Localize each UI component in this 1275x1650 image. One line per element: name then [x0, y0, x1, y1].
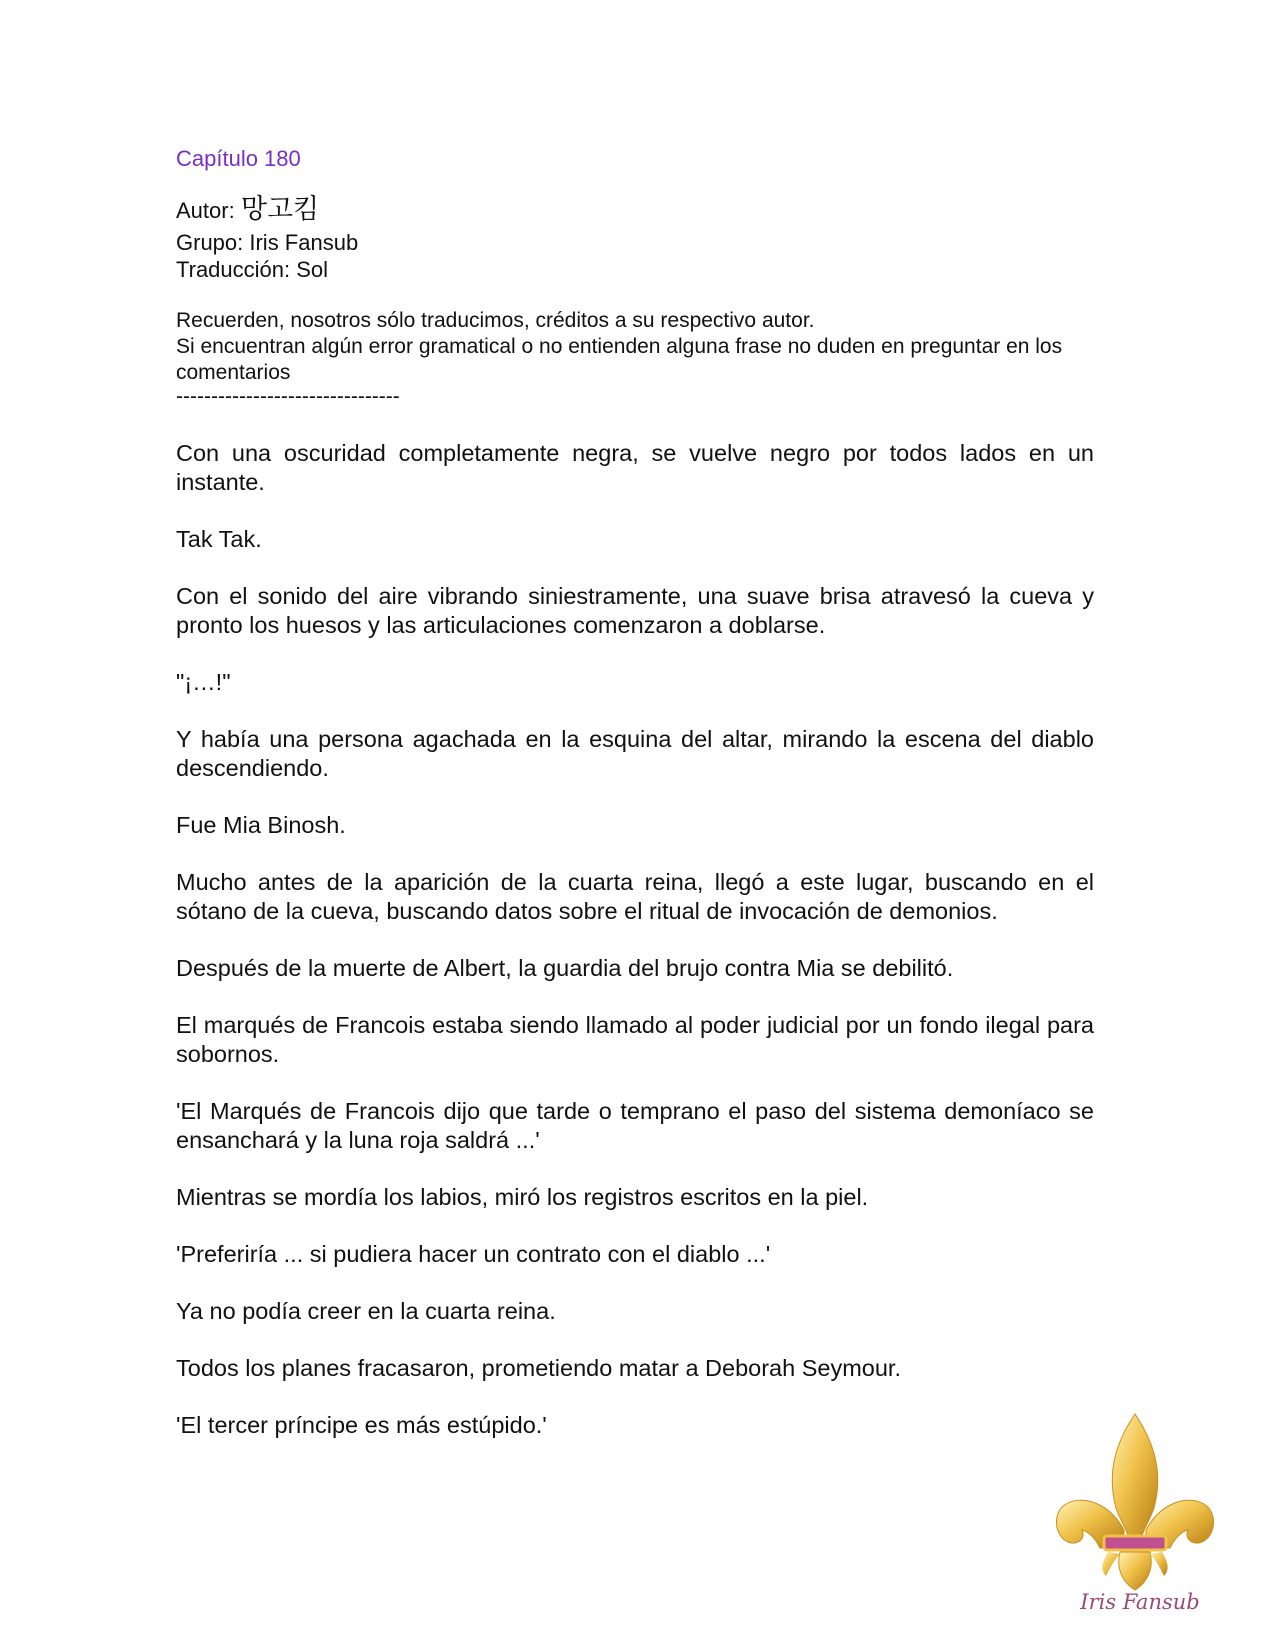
- watermark-text: Iris Fansub: [1080, 1590, 1200, 1614]
- band: [1104, 1536, 1166, 1550]
- paragraph: Mucho antes de la aparición de la cuarta reina, llegó a este lugar, buscando en el sótano de la cueva, buscando datos sobre el ritual de invocación de demonios.: [176, 869, 1094, 924]
- notice-line: Recuerden, nosotros sólo traducimos, créditos a su respectivo autor.: [176, 309, 815, 332]
- group-line: Grupo: Iris Fansub: [176, 230, 359, 255]
- paragraph: 'Preferiría ... si pudiera hacer un contrato con el diablo ...': [176, 1241, 771, 1267]
- author-name: 망고킴: [240, 194, 320, 225]
- paragraph: 'El Marqués de Francois dijo que tarde o temprano el paso del sistema demoníaco se ensanchará y la luna roja saldrá ...': [176, 1098, 1094, 1153]
- paragraph: Con el sonido del aire vibrando siniestramente, una suave brisa atravesó la cueva y pronto los huesos y las articulaciones comenzaron a doblarse.: [176, 583, 1094, 638]
- paragraph: Después de la muerte de Albert, la guardia del brujo contra Mia se debilitó.: [176, 955, 954, 981]
- paragraph: Fue Mia Binosh.: [176, 812, 346, 838]
- center-petal: [1112, 1414, 1158, 1536]
- chapter-body: [176, 439, 1094, 1440]
- paragraph: 'El tercer príncipe es más estúpido.': [176, 1412, 547, 1438]
- paragraph: Y había una persona agachada en la esquina del altar, mirando la escena del diablo descendiendo.: [176, 726, 1094, 781]
- paragraph: Tak Tak.: [176, 526, 262, 552]
- notice-line: Si encuentran algún error gramatical o no entienden alguna frase no duden en preguntar en los comentarios: [176, 335, 1063, 384]
- translator-notice: [176, 308, 1094, 408]
- document-page: [176, 144, 1094, 1468]
- author-line: [176, 192, 1094, 229]
- chapter-title: Capítulo 180: [176, 146, 301, 171]
- translation-line: Traducción: Sol: [176, 257, 329, 282]
- paragraph: Todos los planes fracasaron, prometiendo matar a Deborah Seymour.: [176, 1355, 901, 1381]
- bottom-tail: [1119, 1552, 1151, 1590]
- paragraph: Con una oscuridad completamente negra, se vuelve negro por todos lados en un instante.: [176, 440, 1094, 495]
- fleur-de-lis-icon: [1050, 1408, 1220, 1608]
- paragraph: El marqués de Francois estaba siendo llamado al poder judicial por un fondo ilegal para sobornos.: [176, 1012, 1094, 1067]
- paragraph: "¡…!": [176, 669, 231, 695]
- paragraph: Ya no podía creer en la cuarta reina.: [176, 1298, 556, 1324]
- paragraph: Mientras se mordía los labios, miró los registros escritos en la piel.: [176, 1184, 869, 1210]
- author-label: Autor:: [176, 198, 241, 223]
- separator: --------------------------------: [176, 385, 400, 408]
